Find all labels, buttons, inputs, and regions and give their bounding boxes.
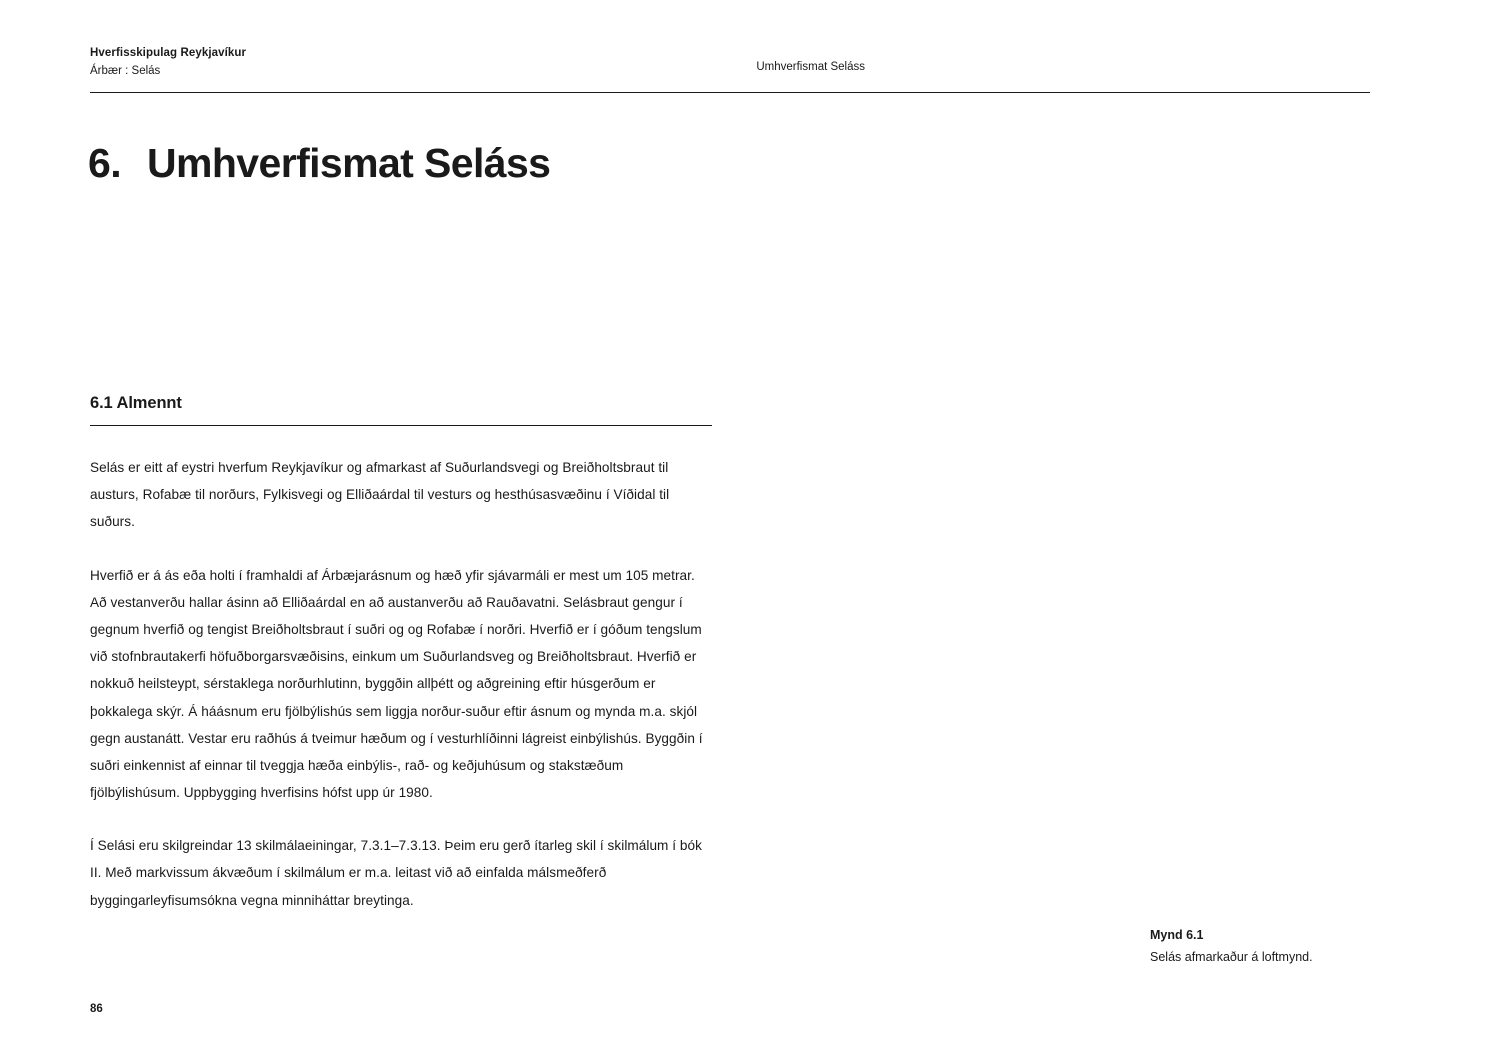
figure-caption	[1150, 925, 1450, 969]
section-heading: 6.1 Almennt	[90, 394, 182, 412]
chapter-title-text: Umhverfismat Seláss	[147, 140, 551, 186]
figure-label: Mynd 6.1	[1150, 928, 1204, 942]
figure-description: Selás afmarkaður á loftmynd.	[1150, 949, 1313, 964]
section-almennt	[90, 394, 712, 914]
publication-title: Hverfisskipulag Reykjavíkur	[90, 47, 247, 59]
running-head: Umhverfismat Seláss	[756, 61, 865, 73]
page-header	[90, 45, 1370, 81]
header-divider	[90, 92, 1370, 93]
page-title	[88, 140, 550, 187]
header-left-block	[90, 45, 246, 81]
chapter-number: 6.	[88, 140, 121, 186]
section-divider	[90, 425, 712, 426]
publication-subtitle: Árbær : Selás	[90, 64, 161, 77]
body-paragraph: Hverfið er á ás eða holti í framhaldi af Árbæjarásnum og hæð yfir sjávarmáli er mest um 105 metrar. Að vestanverðu hallar ásinn að Elliðaárdal en að austanverðu að Rauðavatni. Selásbraut gengur í gegnum hverfið og tengist Breiðholtsbraut í suðri og og Rofabæ í norðri. Hverfið er í góðum tengslum við stofnbrautakerfi höfuðborgarsvæðisins, einkum um Suðurlandsveg og Breiðholtsbraut. Hverfið er nokkuð heilsteypt, sérstaklega norðurhlutinn, byggðin allþétt og aðgreining eftir húsgerðum er þokkalega skýr. Á háásnum eru fjölbýlishús sem liggja norður-suður eftir ásnum og mynda m.a. skjól gegn austanátt. Vestar eru raðhús á tveimur hæðum og í vesturhlíðinni lágreist einbýlishús. Byggðin í suðri einkennist af einnar til tveggja hæða einbýlis-, rað- og keðjuhúsum og stakstæðum fjölbýlishúsum. Uppbygging hverfisins hófst upp úr 1980.	[90, 567, 703, 801]
body-paragraph: Selás er eitt af eystri hverfum Reykjavíkur og afmarkast af Suðurlandsvegi og Breiðholtsbraut til austurs, Rofabæ til norðurs, Fylkisvegi og Elliðaárdal til vesturs og hesthúsasvæðinu í Víðidal til suðurs.	[90, 460, 670, 530]
page-number: 86	[90, 1003, 103, 1015]
body-paragraph: Í Selási eru skilgreindar 13 skilmálaeiningar, 7.3.1–7.3.13. Þeim eru gerð ítarleg skil í skilmálum í bók II. Með markvissum ákvæðum í skilmálum er m.a. leitast við að einfalda málsmeðferð byggingarleyfisumsókna vegna minniháttar breytinga.	[90, 838, 702, 908]
